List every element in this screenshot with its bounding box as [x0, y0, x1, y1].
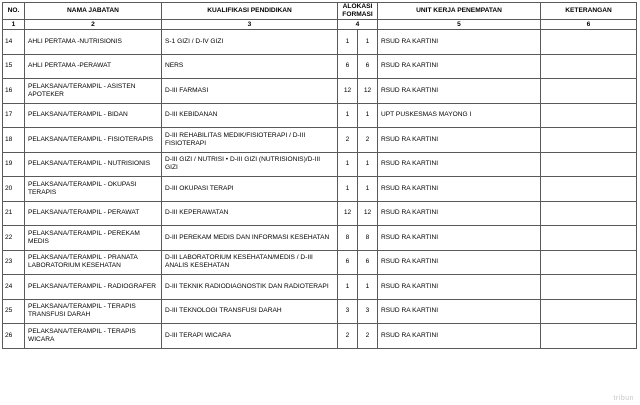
header-unit-kerja: UNIT KERJA PENEMPATAN	[378, 3, 541, 20]
row-keterangan	[541, 275, 637, 300]
row-alokasi-total: 12	[358, 201, 378, 226]
row-keterangan	[541, 299, 637, 324]
row-no: 17	[3, 103, 25, 128]
row-unit-kerja: RSUD RA KARTINI	[378, 177, 541, 202]
row-no: 16	[3, 79, 25, 104]
row-keterangan	[541, 79, 637, 104]
row-unit-kerja: RSUD RA KARTINI	[378, 152, 541, 177]
row-jabatan: PELAKSANA/TERAMPIL - PEREKAM MEDIS	[25, 226, 162, 251]
row-unit-kerja: RSUD RA KARTINI	[378, 201, 541, 226]
row-alokasi: 2	[338, 324, 358, 349]
row-unit-kerja: UPT PUSKESMAS MAYONG I	[378, 103, 541, 128]
row-kualifikasi: D-III GIZI / NUTRISI • D-III GIZI (NUTRISIONIS)/D-III GIZI	[162, 152, 338, 177]
table-row	[3, 226, 637, 251]
row-kualifikasi: D-III PEREKAM MEDIS DAN INFORMASI KESEHATAN	[162, 226, 338, 251]
row-unit-kerja: RSUD RA KARTINI	[378, 299, 541, 324]
row-alokasi: 8	[338, 226, 358, 251]
row-alokasi: 2	[338, 128, 358, 153]
row-alokasi: 1	[338, 152, 358, 177]
row-kualifikasi: D-III KEBIDANAN	[162, 103, 338, 128]
table-row	[3, 299, 637, 324]
row-alokasi-total: 2	[358, 324, 378, 349]
row-alokasi-total: 1	[358, 177, 378, 202]
row-keterangan	[541, 128, 637, 153]
row-alokasi: 3	[338, 299, 358, 324]
column-number: 2	[25, 20, 162, 30]
row-jabatan: PELAKSANA/TERAMPIL - PERAWAT	[25, 201, 162, 226]
row-no: 20	[3, 177, 25, 202]
row-no: 21	[3, 201, 25, 226]
row-alokasi: 12	[338, 201, 358, 226]
row-jabatan: PELAKSANA/TERAMPIL - OKUPASI TERAPIS	[25, 177, 162, 202]
table-row	[3, 79, 637, 104]
row-unit-kerja: RSUD RA KARTINI	[378, 226, 541, 251]
row-alokasi-total: 6	[358, 250, 378, 275]
row-kualifikasi: D-III OKUPASI TERAPI	[162, 177, 338, 202]
column-number: 6	[541, 20, 637, 30]
row-unit-kerja: RSUD RA KARTINI	[378, 250, 541, 275]
column-number: 4	[338, 20, 378, 30]
row-no: 15	[3, 54, 25, 79]
row-unit-kerja: RSUD RA KARTINI	[378, 54, 541, 79]
row-keterangan	[541, 250, 637, 275]
header-row	[3, 3, 637, 20]
row-keterangan	[541, 103, 637, 128]
watermark: tribun	[613, 395, 634, 402]
row-alokasi: 1	[338, 30, 358, 55]
row-kualifikasi: D-III REHABILITAS MEDIK/FISIOTERAPI / D-III FISIOTERAPI	[162, 128, 338, 153]
row-keterangan	[541, 30, 637, 55]
table-row	[3, 324, 637, 349]
table-row	[3, 128, 637, 153]
row-alokasi-total: 1	[358, 275, 378, 300]
table-row	[3, 152, 637, 177]
row-no: 26	[3, 324, 25, 349]
row-keterangan	[541, 324, 637, 349]
header-keterangan: KETERANGAN	[541, 3, 637, 20]
row-no: 25	[3, 299, 25, 324]
row-keterangan	[541, 226, 637, 251]
row-kualifikasi: D-III LABORATORIUM KESEHATAN/MEDIS / D-III ANALIS KESEHATAN	[162, 250, 338, 275]
row-alokasi: 6	[338, 54, 358, 79]
row-kualifikasi: D-III KEPERAWATAN	[162, 201, 338, 226]
row-jabatan: PELAKSANA/TERAMPIL - FISIOTERAPIS	[25, 128, 162, 153]
row-jabatan: PELAKSANA/TERAMPIL - TERAPIS WICARA	[25, 324, 162, 349]
row-keterangan	[541, 201, 637, 226]
table-row	[3, 250, 637, 275]
row-unit-kerja: RSUD RA KARTINI	[378, 128, 541, 153]
column-number: 1	[3, 20, 25, 30]
row-no: 18	[3, 128, 25, 153]
row-alokasi-total: 6	[358, 54, 378, 79]
row-kualifikasi: S-1 GIZI / D-IV GIZI	[162, 30, 338, 55]
column-number: 3	[162, 20, 338, 30]
row-jabatan: PELAKSANA/TERAMPIL - BIDAN	[25, 103, 162, 128]
column-number: 5	[378, 20, 541, 30]
row-no: 23	[3, 250, 25, 275]
row-alokasi: 1	[338, 177, 358, 202]
table-row	[3, 275, 637, 300]
row-no: 14	[3, 30, 25, 55]
row-alokasi: 6	[338, 250, 358, 275]
column-number-row	[3, 20, 637, 30]
table-row	[3, 54, 637, 79]
table-row	[3, 30, 637, 55]
table-row	[3, 177, 637, 202]
row-alokasi: 1	[338, 103, 358, 128]
row-keterangan	[541, 54, 637, 79]
row-kualifikasi: D-III TEKNOLOGI TRANSFUSI DARAH	[162, 299, 338, 324]
formasi-table	[2, 2, 637, 349]
row-jabatan: PELAKSANA/TERAMPIL - RADIOGRAFER	[25, 275, 162, 300]
row-unit-kerja: RSUD RA KARTINI	[378, 30, 541, 55]
row-unit-kerja: RSUD RA KARTINI	[378, 324, 541, 349]
row-jabatan: AHLI PERTAMA -NUTRISIONIS	[25, 30, 162, 55]
row-alokasi-total: 1	[358, 30, 378, 55]
row-jabatan: AHLI PERTAMA -PERAWAT	[25, 54, 162, 79]
row-kualifikasi: D-III FARMASI	[162, 79, 338, 104]
row-keterangan	[541, 152, 637, 177]
row-alokasi: 12	[338, 79, 358, 104]
row-alokasi-total: 3	[358, 299, 378, 324]
row-kualifikasi: NERS	[162, 54, 338, 79]
table-row	[3, 201, 637, 226]
header-no: NO.	[3, 3, 25, 20]
row-no: 24	[3, 275, 25, 300]
row-jabatan: PELAKSANA/TERAMPIL - NUTRISIONIS	[25, 152, 162, 177]
header-alokasi: ALOKASI FORMASI	[338, 3, 378, 20]
row-alokasi-total: 8	[358, 226, 378, 251]
row-keterangan	[541, 177, 637, 202]
row-alokasi-total: 12	[358, 79, 378, 104]
row-alokasi-total: 1	[358, 103, 378, 128]
table-row	[3, 103, 637, 128]
row-jabatan: PELAKSANA/TERAMPIL - TERAPIS TRANSFUSI DARAH	[25, 299, 162, 324]
row-no: 19	[3, 152, 25, 177]
row-alokasi: 1	[338, 275, 358, 300]
header-nama-jabatan: NAMA JABATAN	[25, 3, 162, 20]
row-jabatan: PELAKSANA/TERAMPIL - PRANATA LABORATORIUM KESEHATAN	[25, 250, 162, 275]
row-alokasi-total: 1	[358, 152, 378, 177]
row-alokasi-total: 2	[358, 128, 378, 153]
row-jabatan: PELAKSANA/TERAMPIL - ASISTEN APOTEKER	[25, 79, 162, 104]
row-kualifikasi: D-III TERAPI WICARA	[162, 324, 338, 349]
row-unit-kerja: RSUD RA KARTINI	[378, 275, 541, 300]
row-unit-kerja: RSUD RA KARTINI	[378, 79, 541, 104]
row-kualifikasi: D-III TEKNIK RADIODIAGNOSTIK DAN RADIOTERAPI	[162, 275, 338, 300]
header-kualifikasi: KUALIFIKASI PENDIDIKAN	[162, 3, 338, 20]
row-no: 22	[3, 226, 25, 251]
